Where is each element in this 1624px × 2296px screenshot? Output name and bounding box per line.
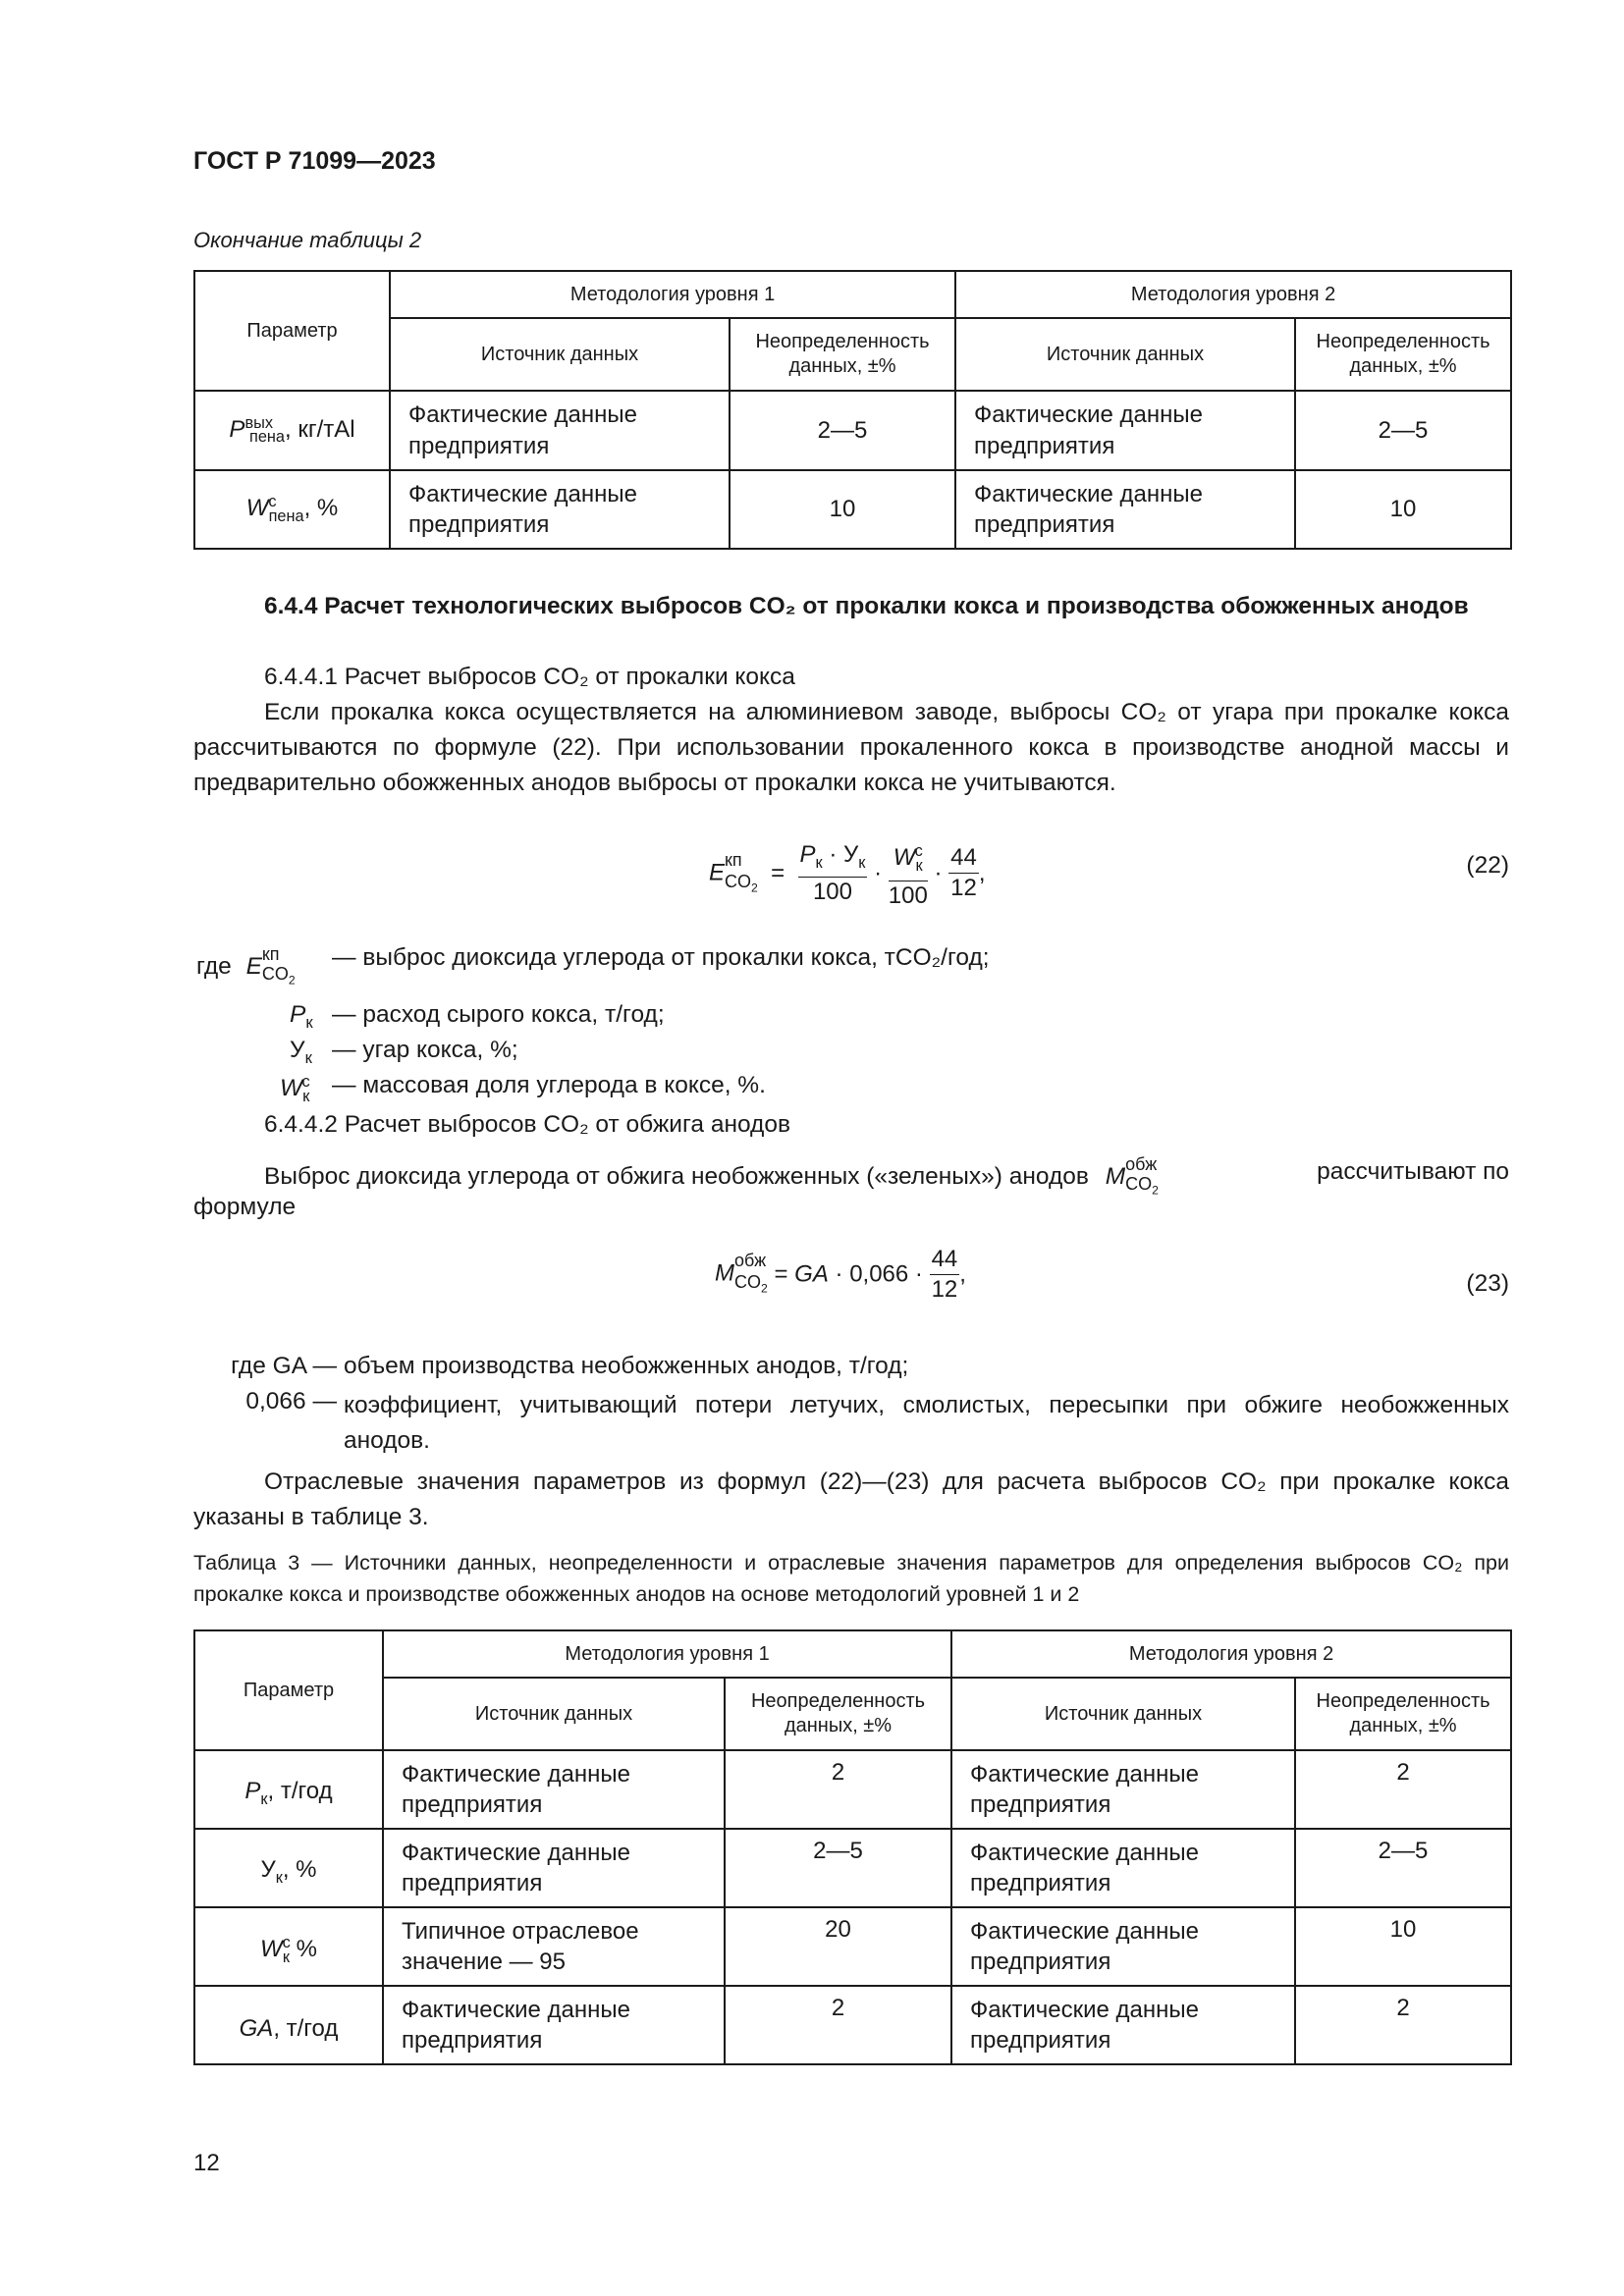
- param-cell: $W^c_к$ %: [194, 1907, 383, 1986]
- header-source-1: Источник данных: [383, 1678, 725, 1750]
- uncertainty-cell: 20: [725, 1907, 951, 1986]
- table-row: [194, 391, 1511, 470]
- formula-22: E кп $CO_2$ = $P_к \cdot У_к$ 100 · $W_к^с$ 100 · $\frac{44}{12}$ ,: [709, 836, 986, 911]
- equation-number-22: (22): [1466, 852, 1509, 879]
- header-uncertainty-2: Неопределенность данных, ±%: [1295, 1678, 1511, 1750]
- uncertainty-cell: 10: [1295, 470, 1511, 549]
- header-uncertainty-2: Неопределенность данных, ±%: [1295, 318, 1511, 391]
- uncertainty-cell: 2—5: [725, 1829, 951, 1907]
- table-row: [194, 1829, 1511, 1907]
- definition-text: — расход сырого кокса, т/год;: [332, 1001, 665, 1028]
- source-cell: Фактические данные предприятия: [383, 1750, 725, 1829]
- definition-text: — угар кокса, %;: [332, 1037, 518, 1063]
- definition-item: $W_к^с$: [280, 1072, 310, 1106]
- uncertainty-cell: 2: [725, 1750, 951, 1829]
- definition-text: — выброс диоксида углерода от прокалки кокса, тCO₂/год;: [332, 944, 990, 971]
- uncertainty-cell: 2—5: [1295, 391, 1511, 470]
- document-header: ГОСТ Р 71099—2023: [193, 147, 436, 175]
- uncertainty-cell: 2: [1295, 1986, 1511, 2064]
- section-heading: 6.4.4 Расчет технологических выбросов CO₂ от прокалки кокса и производства обожженных анодов: [264, 593, 1469, 619]
- subsection-heading-2: 6.4.4.2 Расчет выбросов CO₂ от обжига анодов: [264, 1111, 790, 1138]
- definition-text: — массовая доля углерода в коксе, %.: [332, 1072, 766, 1098]
- paragraph-1: Если прокалка кокса осуществляется на алюминиевом заводе, выбросы CO₂ от угара при прокалке кокса рассчитываются по формуле (22). При использовании прокаленного кокса в производстве анодной массы и предварительно обожженных анодов выбросы от прокалки кокса не учитываются.: [193, 699, 1509, 796]
- definition-item: $У_к$: [290, 1037, 312, 1067]
- table3-caption: Таблица 3 — Источники данных, неопределенности и отраслевые значения параметров для определения выбросов CO₂ при прокалке кокса и производстве обожженных анодов на основе методологий уровней 1 и 2: [193, 1551, 1509, 1606]
- table-row: [194, 1907, 1511, 1986]
- paragraph-2-line2: формуле: [193, 1194, 297, 1220]
- header-uncertainty-1: Неопределенность данных, ±%: [725, 1678, 951, 1750]
- source-cell: Фактические данные предприятия: [390, 470, 730, 549]
- formula-23: M обж $CO_2$ = GA · 0,066 · $\frac{44}{12}$ ,: [715, 1246, 966, 1303]
- paragraph-3: Отраслевые значения параметров из формул (22)—(23) для расчета выбросов CO₂ при прокалке кокса указаны в таблице 3.: [193, 1468, 1509, 1530]
- table-row: [194, 470, 1511, 549]
- definition-item: $P_к$: [290, 1001, 313, 1032]
- source-cell: Фактические данные предприятия: [951, 1986, 1295, 2064]
- header-param: Параметр: [194, 1630, 383, 1750]
- definition-item: где GA —: [231, 1353, 337, 1379]
- header-level1: Методология уровня 1: [390, 271, 955, 318]
- source-cell: Фактические данные предприятия: [383, 1986, 725, 2064]
- uncertainty-cell: 2: [1295, 1750, 1511, 1829]
- param-cell: $У_к$, %: [194, 1829, 383, 1907]
- source-cell: Фактические данные предприятия: [390, 391, 730, 470]
- uncertainty-cell: 10: [730, 470, 955, 549]
- table3: [193, 1629, 1512, 2065]
- param-cell: $W^c_{пена}$, %: [194, 470, 390, 549]
- header-level2: Методология уровня 2: [951, 1630, 1511, 1678]
- header-source-1: Источник данных: [390, 318, 730, 391]
- table-row: [194, 1986, 1511, 2064]
- header-level1: Методология уровня 1: [383, 1630, 951, 1678]
- subsection-heading-1: 6.4.4.1 Расчет выбросов CO₂ от прокалки кокса: [264, 664, 795, 690]
- source-cell: Фактические данные предприятия: [955, 391, 1295, 470]
- table-row: [194, 1750, 1511, 1829]
- source-cell: Типичное отраслевое значение — 95: [383, 1907, 725, 1986]
- header-param: Параметр: [194, 271, 390, 391]
- header-source-2: Источник данных: [951, 1678, 1295, 1750]
- source-cell: Фактические данные предприятия: [951, 1829, 1295, 1907]
- uncertainty-cell: 2: [725, 1986, 951, 2064]
- uncertainty-cell: 2—5: [730, 391, 955, 470]
- table2-end: [193, 270, 1512, 550]
- uncertainty-cell: 2—5: [1295, 1829, 1511, 1907]
- definition-item: 0,066 —: [245, 1388, 337, 1415]
- equation-number-23: (23): [1466, 1270, 1509, 1297]
- source-cell: Фактические данные предприятия: [383, 1829, 725, 1907]
- header-source-2: Источник данных: [955, 318, 1295, 391]
- source-cell: Фактические данные предприятия: [951, 1907, 1295, 1986]
- table2-continuation-caption: Окончание таблицы 2: [193, 228, 422, 252]
- definition-text: коэффициент, учитывающий потери летучих, смолистых, пересыпки при обжиге необожженных анодов.: [344, 1392, 1509, 1454]
- definition-item: где E кп $CO_2$: [196, 944, 296, 988]
- uncertainty-cell: 10: [1295, 1907, 1511, 1986]
- source-cell: Фактические данные предприятия: [955, 470, 1295, 549]
- source-cell: Фактические данные предприятия: [951, 1750, 1295, 1829]
- paragraph-2-tail: рассчитывают по: [1317, 1158, 1509, 1185]
- header-level2: Методология уровня 2: [955, 271, 1511, 318]
- param-cell: GA, т/год: [194, 1986, 383, 2064]
- header-uncertainty-1: Неопределенность данных, ±%: [730, 318, 955, 391]
- paragraph-2-line1: Выброс диоксида углерода от обжига необожженных («зеленых») анодов M обж $CO_2$: [264, 1154, 1159, 1198]
- definition-text: объем производства необожженных анодов, т/год;: [344, 1353, 909, 1379]
- param-cell: $P_к$, т/год: [194, 1750, 383, 1829]
- page-number: 12: [193, 2150, 220, 2176]
- param-cell: $P^{вых}_{пена}$, кг/тAl: [194, 391, 390, 470]
